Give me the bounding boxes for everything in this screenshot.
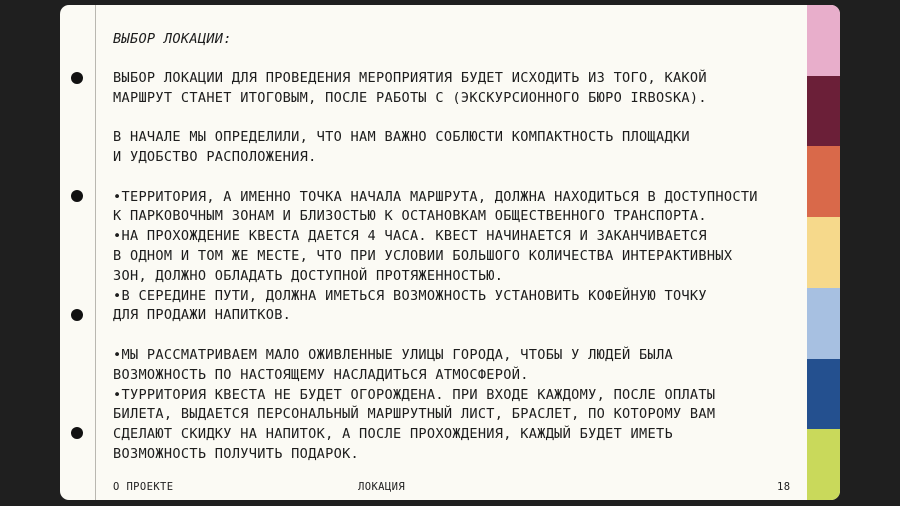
text-line: СДЕЛАЮТ СКИДКУ НА НАПИТОК, А ПОСЛЕ ПРОХОЖДЕНИЯ, КАЖДЫЙ БУДЕТ ИМЕТЬ <box>113 426 673 443</box>
text-line: •МЫ РАССМАТРИВАЕМ МАЛО ОЖИВЛЕННЫЕ УЛИЦЫ ГОРОДА, ЧТОБЫ У ЛЮДЕЙ БЫЛА <box>113 346 673 363</box>
section-tab-7[interactable] <box>807 429 840 500</box>
paragraph <box>113 188 803 327</box>
text-line: ВЫБОР ЛОКАЦИИ ДЛЯ ПРОВЕДЕНИЯ МЕРОПРИЯТИЯ БУДЕТ ИСХОДИТЬ ИЗ ТОГО, КАКОЙ <box>113 69 707 86</box>
paragraphs <box>113 69 803 465</box>
text-line: ДЛЯ ПРОДАЖИ НАПИТКОВ. <box>113 307 292 324</box>
section-tab-3[interactable] <box>807 146 840 217</box>
binder-hole <box>71 427 83 439</box>
section-tab-4[interactable] <box>807 217 840 288</box>
footer-section-link[interactable]: О ПРОЕКТЕ <box>113 481 174 493</box>
text-line: •НА ПРОХОЖДЕНИЕ КВЕСТА ДАЕТСЯ 4 ЧАСА. КВЕСТ НАЧИНАЕТСЯ И ЗАКАНЧИВАЕТСЯ <box>113 228 707 245</box>
text-line: БИЛЕТА, ВЫДАЕТСЯ ПЕРСОНАЛЬНЫЙ МАРШРУТНЫЙ ЛИСТ, БРАСЛЕТ, ПО КОТОРОМУ ВАМ <box>113 406 716 423</box>
text-line: В НАЧАЛЕ МЫ ОПРЕДЕЛИЛИ, ЧТО НАМ ВАЖНО СОБЛЮСТИ КОМПАКТНОСТЬ ПЛОЩАДКИ <box>113 129 690 146</box>
section-tab-5[interactable] <box>807 288 840 359</box>
section-tabs <box>807 5 840 500</box>
paragraph <box>113 128 803 168</box>
page-heading: ВЫБОР ЛОКАЦИИ: <box>113 31 232 47</box>
text-line: И УДОБСТВО РАСПОЛОЖЕНИЯ. <box>113 148 317 165</box>
text-line: •ТУРРИТОРИЯ КВЕСТА НЕ БУДЕТ ОГОРОЖДЕНА. ПРИ ВХОДЕ КАЖДОМУ, ПОСЛЕ ОПЛАТЫ <box>113 386 716 403</box>
notebook-page <box>60 5 840 500</box>
text-line: ЗОН, ДОЛЖНО ОБЛАДАТЬ ДОСТУПНОЙ ПРОТЯЖЕННОСТЬЮ. <box>113 267 504 284</box>
section-tab-1[interactable] <box>807 5 840 76</box>
text-line: ВОЗМОЖНОСТЬ ПО НАСТОЯЩЕМУ НАСЛАДИТЬСЯ АТМОСФЕРОЙ. <box>113 366 529 383</box>
text-line: •ТЕРРИТОРИЯ, А ИМЕННО ТОЧКА НАЧАЛА МАРШРУТА, ДОЛЖНА НАХОДИТЬСЯ В ДОСТУПНОСТИ <box>113 188 758 205</box>
section-tab-2[interactable] <box>807 76 840 147</box>
text-line: МАРШРУТ СТАНЕТ ИТОГОВЫМ, ПОСЛЕ РАБОТЫ С (ЭКСКУРСИОННОГО БЮРО IRBOSKA). <box>113 89 707 106</box>
paragraph <box>113 69 803 109</box>
binder-hole <box>71 309 83 321</box>
text-line: •В СЕРЕДИНЕ ПУТИ, ДОЛЖНА ИМЕТЬСЯ ВОЗМОЖНОСТЬ УСТАНОВИТЬ КОФЕЙНУЮ ТОЧКУ <box>113 287 707 304</box>
margin-line <box>95 5 96 500</box>
page-content <box>113 30 803 485</box>
text-line: ВОЗМОЖНОСТЬ ПОЛУЧИТЬ ПОДАРОК. <box>113 445 360 462</box>
text-line: К ПАРКОВОЧНЫМ ЗОНАМ И БЛИЗОСТЬЮ К ОСТАНОВКАМ ОБЩЕСТВЕННОГО ТРАНСПОРТА. <box>113 208 707 225</box>
page-number: 18 <box>777 481 791 493</box>
paragraph <box>113 346 803 465</box>
binder-hole <box>71 190 83 202</box>
footer-subsection: ЛОКАЦИЯ <box>358 481 406 493</box>
section-tab-6[interactable] <box>807 359 840 430</box>
text-line: В ОДНОМ И ТОМ ЖЕ МЕСТЕ, ЧТО ПРИ УСЛОВИИ БОЛЬШОГО КОЛИЧЕСТВА ИНТЕРАКТИВНЫХ <box>113 247 733 264</box>
binder-hole <box>71 72 83 84</box>
